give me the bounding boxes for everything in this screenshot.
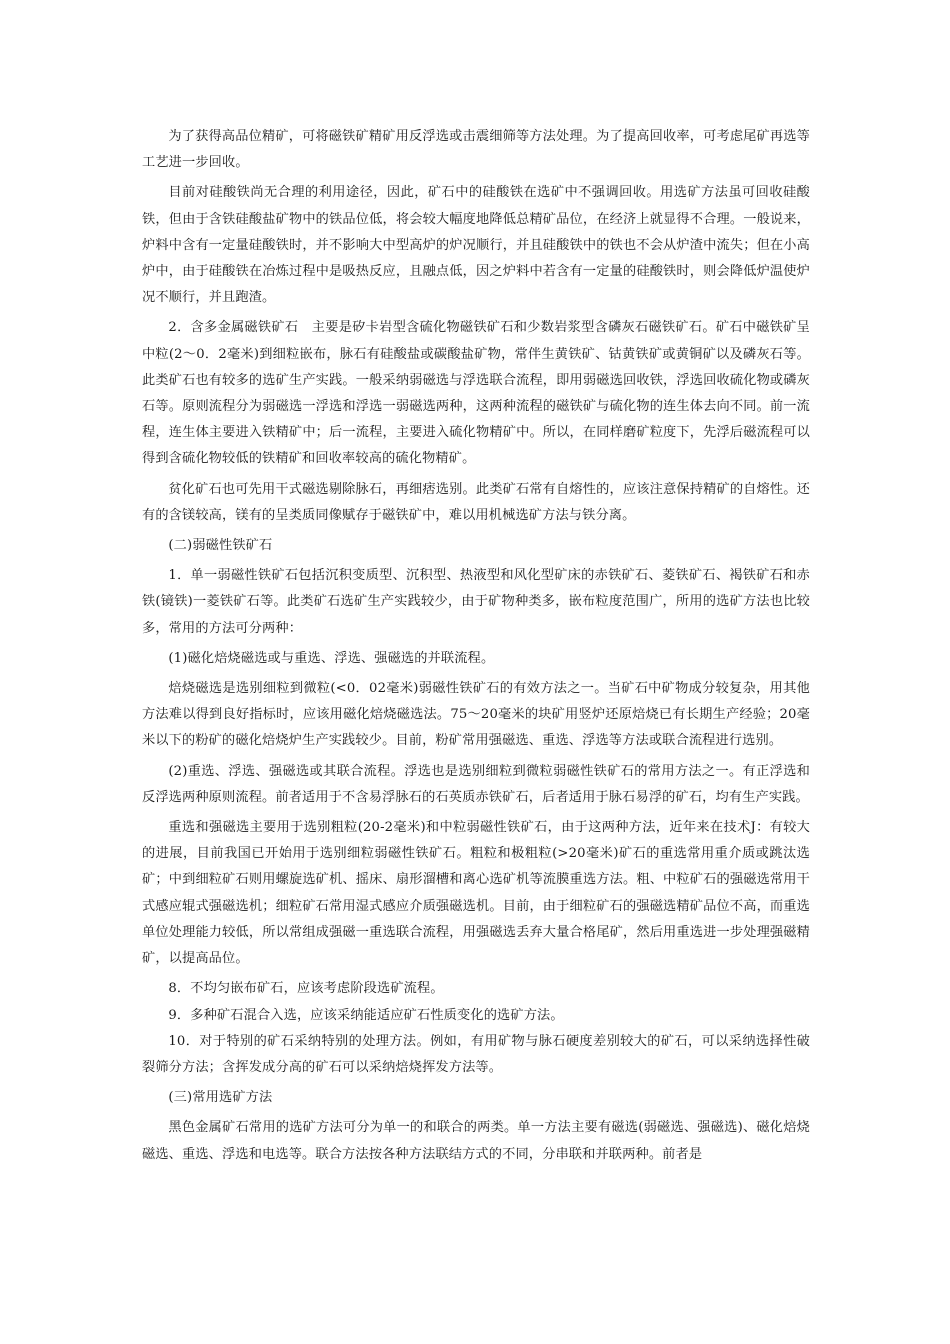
document-body <box>142 124 810 1172</box>
list-item-10: 10．对于特别的矿石采纳特别的处理方法。例如，有用矿物与脉石硬度差别较大的矿石，可以采纳选择性破裂筛分方法；含挥发成分高的矿石可以采纳焙烧挥发方法等。 <box>142 1033 810 1075</box>
section-heading-weakly-magnetic: (二)弱磁性铁矿石 <box>168 538 273 554</box>
paragraph-method-1: (1)磁化焙烧磁选或与重选、浮选、强磁选的并联流程。 <box>168 650 495 666</box>
list-item-8: 8．不均匀嵌布矿石，应该考虑阶段选矿流程。 <box>168 981 444 997</box>
paragraph-common-methods: 黑色金属矿石常用的选矿方法可分为单一的和联合的两类。单一方法主要有磁选(弱磁选、强磁选)、磁化焙烧磁选、重选、浮选和电选等。联合方法按各种方法联结方式的不同，分串联和并联两种。前者是 <box>142 1120 810 1162</box>
paragraph-lean-ore: 贫化矿石也可先用干式磁选剔除脉石，再细痞选别。此类矿石常有自熔性的，应该注意保持精矿的自熔性。还有的含镁较高，镁有的呈类质同像赋存于磁铁矿中，难以用机械选矿方法与铁分离。 <box>142 481 810 523</box>
list-item-9: 9．多种矿石混合入选，应该采纳能适应矿石性质变化的选矿方法。 <box>168 1007 564 1023</box>
section-heading-common-methods: (三)常用选矿方法 <box>168 1090 273 1106</box>
paragraph-single-weakly-magnetic: 1．单一弱磁性铁矿石包括沉积变质型、沉积型、热液型和风化型矿床的赤铁矿石、菱铁矿石、褐铁矿石和赤铁(镜铁)一菱铁矿石等。此类矿石选矿生产实践较少，由于矿物种类多，嵌布粒度范围广，所用的选矿方法也比较多，常用的方法可分两种： <box>142 568 810 636</box>
paragraph-gravity-high-intensity: 重选和强磁选主要用于选别粗粒(20-2毫米)和中粒弱磁性铁矿石，由于这两种方法，近年来在技术J：有较大的进展，目前我国已开始用于选别细粒弱磁性铁矿石。粗粒和极粗粒(>20毫米)矿石的重选常用重介质或跳汰选矿；中到细粒矿石则用螺旋选矿机、摇床、扇形溜槽和离心选矿机等流膜重选方法。粗、中粒矿石的强磁选常用干式感应辊式强磁选机；细粒矿石常用湿式感应介质强磁选机。目前，由于细粒矿石的强磁选精矿品位不高，而重选单位处理能力较低，所以常组成强磁一重选联合流程，用强磁选丢弃大量合格尾矿，然后用重选进一步处理强磁精矿，以提高品位。 <box>142 820 810 967</box>
paragraph-iron-silicate: 目前对硅酸铁尚无合理的利用途径，因此，矿石中的硅酸铁在选矿中不强调回收。用选矿方法虽可回收硅酸铁，但由于含铁硅酸盐矿物中的铁品位低，将会较大幅度地降低总精矿品位，在经济上就显得不合理。一般说来，炉料中含有一定量硅酸铁时，并不影响大中型高炉的炉况顺行，并且硅酸铁中的铁也不会从炉渣中流失；但在小高炉中，由于硅酸铁在冶炼过程中是吸热反应，且融点低，因之炉料中若含有一定量的硅酸铁时，则会降低炉温使炉况不顺行，并且跑渣。 <box>142 185 810 306</box>
paragraph-method-2: (2)重选、浮选、强磁选或其联合流程。浮选也是选别细粒到微粒弱磁性铁矿石的常用方法之一。有正浮选和反浮选两种原则流程。前者适用于不含易浮脉石的石英质赤铁矿石，后者适用于脉石易浮的矿石，均有生产实践。 <box>142 763 810 805</box>
paragraph-roasting-magnetic: 焙烧磁选是选别细粒到微粒(<0．02毫米)弱磁性铁矿石的有效方法之一。当矿石中矿物成分较复杂，用其他方法难以得到良好指标时，应该用磁化焙烧磁选法。75～20毫米的块矿用竖炉还原焙烧已有长期生产经验；20毫米以下的粉矿的磁化焙烧炉生产实践较少。目前，粉矿常用强磁选、重选、浮选等方法或联合流程进行选别。 <box>142 681 810 749</box>
paragraph-high-grade-concentrate: 为了获得高品位精矿，可将磁铁矿精矿用反浮选或击震细筛等方法处理。为了提高回收率，可考虑尾矿再选等工艺进一步回收。 <box>142 129 810 171</box>
paragraph-polymetallic-magnetite: 2．含多金属磁铁矿石 主要是矽卡岩型含硫化物磁铁矿石和少数岩浆型含磷灰石磁铁矿石。矿石中磁铁矿呈中粒(2～0．2毫米)到细粒嵌布，脉石有硅酸盐或碳酸盐矿物，常伴生黄铁矿、钴黄铁矿或黄铜矿以及磷灰石等。此类矿石也有较多的选矿生产实践。一般采纳弱磁选与浮选联合流程，即用弱磁选回收铁，浮选回收硫化物或磷灰石等。原则流程分为弱磁选一浮选和浮选一弱磁选两种，这两种流程的磁铁矿与硫化物的连生体去向不同。前一流程，连生体主要进入铁精矿中；后一流程，主要进入硫化物精矿中。所以，在同样磨矿粒度下，先浮后磁流程可以得到含硫化物较低的铁精矿和回收率较高的硫化物精矿。 <box>142 320 810 467</box>
